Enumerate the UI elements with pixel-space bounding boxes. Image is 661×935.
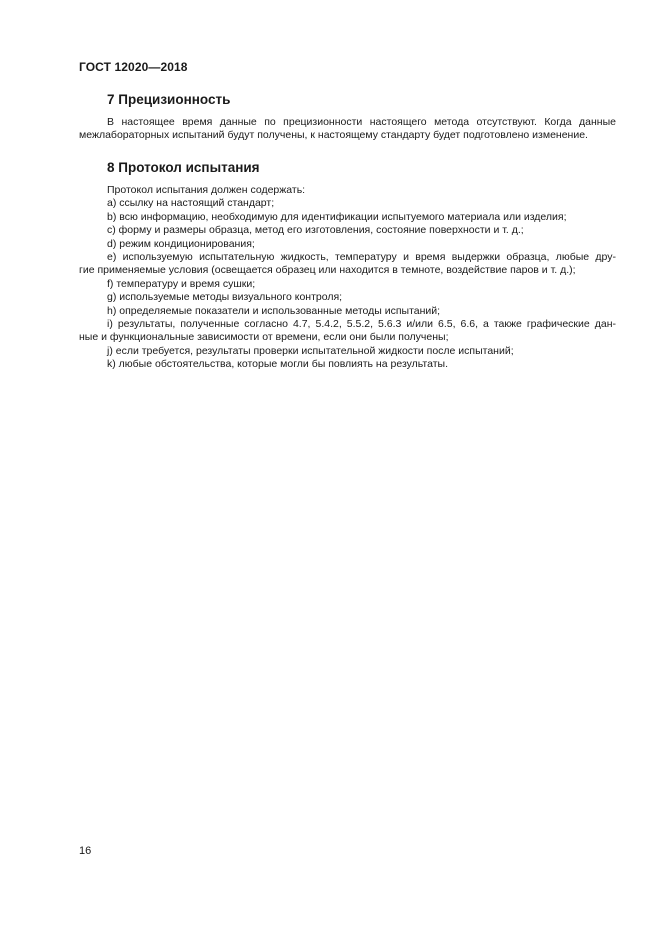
list-item: е) используемую испытательную жидкость, температуру и время выдержки образца, любые дру- xyxy=(107,251,616,264)
intro-line: Протокол испытания должен содержать: xyxy=(107,184,306,196)
list-item-continuation: гие применяемые условия (освещается образец или находится в темноте, воздействие паров и т. д.); xyxy=(79,264,576,277)
list-item: g) используемые методы визуального контроля; xyxy=(107,291,343,304)
list-item: а) ссылку на настоящий стандарт; xyxy=(107,197,275,210)
list-item-continuation: ные и функциональные зависимости от времени, если они были получены; xyxy=(79,331,449,344)
list-item: k) любые обстоятельства, которые могли бы повлиять на результаты. xyxy=(107,358,449,371)
paragraph-line: межлабораторных испытаний будут получены, к настоящему стандарту будет подготовлено изменение. xyxy=(79,129,588,142)
section-8-title: 8 Протокол испытания xyxy=(107,160,260,175)
list-item: j) если требуется, результаты проверки испытательной жидкости после испытаний; xyxy=(107,344,514,357)
list-item: b) всю информацию, необходимую для идентификации испытуемого материала или изделия; xyxy=(107,210,567,223)
document-header: ГОСТ 12020—2018 xyxy=(79,60,188,74)
list-item: f) температуру и время сушки; xyxy=(107,277,256,290)
page-number: 16 xyxy=(79,845,92,857)
list-item: d) режим кондиционирования; xyxy=(107,237,255,250)
paragraph-line: В настоящее время данные по прецизионности настоящего метода отсутствуют. Когда данные xyxy=(107,116,616,128)
section-7-body xyxy=(79,116,616,143)
list-item: h) определяемые показатели и использованные методы испытаний; xyxy=(107,304,441,317)
section-7-title: 7 Прецизионность xyxy=(107,92,231,107)
list-item: i) результаты, полученные согласно 4.7, 5.4.2, 5.5.2, 5.6.3 и/или 6.5, 6.6, а также графические дан- xyxy=(107,318,616,331)
list-item: с) форму и размеры образца, метод его изготовления, состояние поверхности и т. д.; xyxy=(107,224,524,237)
section-8-body xyxy=(79,184,616,372)
